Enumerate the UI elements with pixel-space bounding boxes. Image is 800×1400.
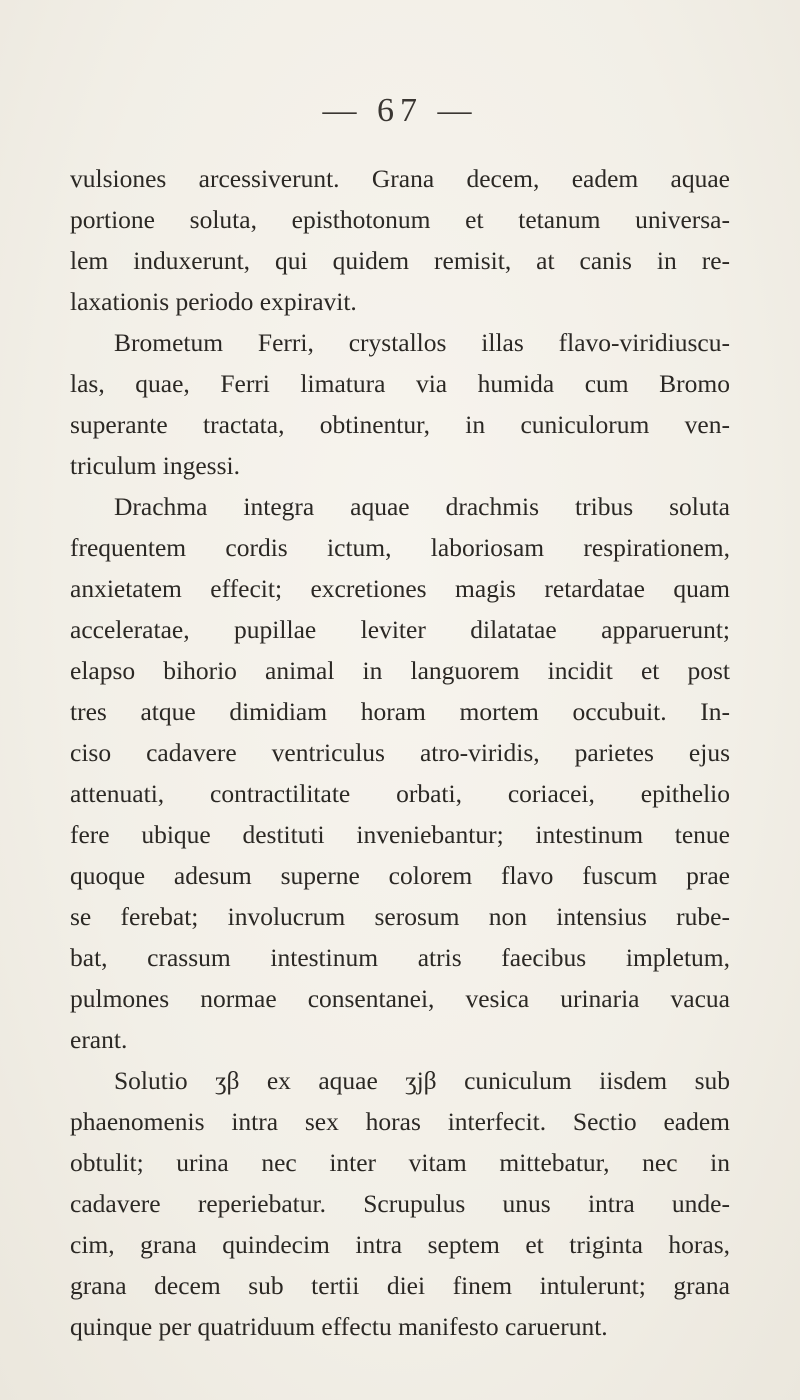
paragraph [70,1060,730,1347]
text-line: quinque per quatriduum effectu manifesto caruerunt. [70,1312,608,1341]
body-text [70,158,730,1347]
text-line: las, quae, Ferri limatura via humida cum Bromo [70,369,730,398]
paragraph [70,158,730,322]
text-line: cadavere reperiebatur. Scrupulus unus intra unde- [70,1189,730,1218]
text-line: pulmones normae consentanei, vesica urinaria vacua [70,984,730,1013]
text-line: quoque adesum superne colorem flavo fuscum prae [70,861,730,890]
text-line: ciso cadavere ventriculus atro-viridis, parietes ejus [70,738,730,767]
text-line: tres atque dimidiam horam mortem occubuit. In- [70,697,730,726]
text-line: triculum ingessi. [70,451,240,480]
text-line: se ferebat; involucrum serosum non intensius rube- [70,902,730,931]
text-line: Brometum Ferri, crystallos illas flavo-viridiuscu- [114,328,730,357]
text-line: frequentem cordis ictum, laboriosam respirationem, [70,533,730,562]
text-line: superante tractata, obtinentur, in cuniculorum ven- [70,410,730,439]
text-line: bat, crassum intestinum atris faecibus impletum, [70,943,730,972]
text-line: obtulit; urina nec inter vitam mittebatur, nec in [70,1148,730,1177]
paragraph [70,322,730,486]
text-line: Drachma integra aquae drachmis tribus soluta [114,492,730,521]
text-line: fere ubique destituti inveniebantur; intestinum tenue [70,820,730,849]
paragraph [70,486,730,1060]
text-line: lem induxerunt, qui quidem remisit, at canis in re- [70,246,730,275]
text-line: vulsiones arcessiverunt. Grana decem, eadem aquae [70,164,730,193]
text-line: elapso bihorio animal in languorem incidit et post [70,656,730,685]
text-line: acceleratae, pupillae leviter dilatatae apparuerunt; [70,615,730,644]
text-line: erant. [70,1025,128,1054]
text-line: grana decem sub tertii diei finem intulerunt; grana [70,1271,730,1300]
text-line: phaenomenis intra sex horas interfecit. Sectio eadem [70,1107,730,1136]
text-line: anxietatem effecit; excretiones magis retardatae quam [70,574,730,603]
text-line: laxationis periodo expiravit. [70,287,357,316]
text-line: portione soluta, episthotonum et tetanum universa- [70,205,730,234]
text-line: cim, grana quindecim intra septem et triginta horas, [70,1230,730,1259]
text-line: Solutio ʒβ ex aquae ʒjβ cuniculum iisdem sub [114,1066,730,1095]
page-number: — 67 — [322,92,478,129]
text-line: attenuati, contractilitate orbati, coriacei, epithelio [70,779,730,808]
